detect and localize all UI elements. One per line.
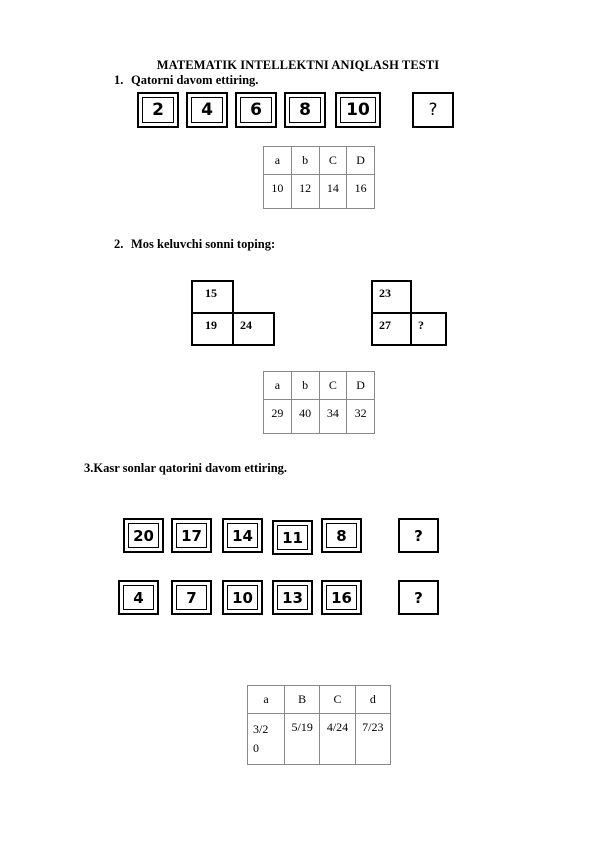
options-value-row [264, 175, 375, 209]
unknown-mark: ? [414, 588, 423, 607]
sequence-value: 4 [133, 588, 144, 607]
options-value-row [248, 714, 391, 765]
option-label: D [347, 372, 375, 400]
sequence-value: 4 [201, 100, 213, 120]
sequence-box [171, 580, 212, 615]
option-value: 29 [264, 400, 292, 434]
option-value: 10 [264, 175, 292, 209]
l-figure-left-top [191, 280, 234, 314]
sequence-box [235, 92, 277, 128]
l-figure-right-bottom-left [371, 312, 412, 346]
sequence-box [186, 92, 228, 128]
sequence-value: 8 [299, 100, 311, 120]
sequence-box [222, 580, 263, 615]
sequence-value: 16 [331, 588, 352, 607]
sequence-box [118, 580, 159, 615]
sequence-value: 17 [181, 526, 202, 545]
sequence-box [272, 580, 313, 615]
option-value: 40 [291, 400, 319, 434]
l-figure-right-top [371, 280, 412, 314]
question-2-text: Mos keluvchi sonni toping: [131, 237, 276, 251]
option-label: C [319, 372, 347, 400]
sequence-value: 20 [133, 526, 154, 545]
sequence-value: 8 [336, 526, 347, 545]
options-header-row [248, 686, 391, 714]
question-1-number: 1. [114, 73, 124, 87]
unknown-box [398, 580, 439, 615]
option-value: 34 [319, 400, 347, 434]
option-value: 12 [291, 175, 319, 209]
option-label: C [320, 686, 355, 714]
unknown-mark: ? [414, 526, 423, 545]
option-value: 4/24 [320, 714, 355, 765]
l-figure-left-bottom-right [232, 312, 275, 346]
option-label: C [319, 147, 347, 175]
test-title: MATEMATIK INTELLEKTNI ANIQLASH TESTI [156, 58, 440, 72]
sequence-value: 6 [250, 100, 262, 120]
option-label: a [248, 686, 285, 714]
sequence-value: 13 [282, 588, 303, 607]
option-value: 5/19 [285, 714, 320, 765]
cell-value: 23 [379, 286, 391, 300]
option-value: 3/2 0 [248, 714, 285, 765]
sequence-value: 7 [186, 588, 197, 607]
sequence-value: 10 [232, 588, 253, 607]
option-label: b [291, 147, 319, 175]
sequence-value: 11 [282, 528, 303, 547]
sequence-box [137, 92, 179, 128]
options-table-q1 [263, 146, 375, 209]
sequence-box [335, 92, 381, 128]
question-2-number: 2. [114, 237, 124, 251]
unknown-box [398, 518, 439, 553]
option-value: 16 [347, 175, 375, 209]
sequence-value: 2 [152, 100, 164, 120]
sequence-box [171, 518, 212, 553]
question-1 [114, 73, 258, 88]
option-label: D [347, 147, 375, 175]
l-figure-right-bottom-right [410, 312, 447, 346]
sequence-box [321, 518, 362, 553]
l-figure-left-bottom-left [191, 312, 234, 346]
cell-value: ? [418, 318, 424, 332]
cell-value: 27 [379, 318, 391, 332]
option-value: 32 [347, 400, 375, 434]
unknown-mark: ? [428, 100, 438, 120]
cell-value: 24 [240, 318, 252, 332]
sequence-box [272, 520, 313, 555]
sequence-box [321, 580, 362, 615]
sequence-box [222, 518, 263, 553]
option-label: d [355, 686, 390, 714]
option-value: 7/23 [355, 714, 390, 765]
sequence-value: 10 [346, 100, 370, 120]
options-header-row [264, 372, 375, 400]
option-label: B [285, 686, 320, 714]
sequence-box [123, 518, 164, 553]
options-header-row [264, 147, 375, 175]
question-3-text: 3.Kasr sonlar qatorini davom ettiring. [84, 461, 288, 475]
question-1-text: Qatorni davom ettiring. [131, 73, 259, 87]
option-value: 14 [319, 175, 347, 209]
option-label: a [264, 147, 292, 175]
option-label: b [291, 372, 319, 400]
unknown-box [412, 92, 454, 128]
options-value-row [264, 400, 375, 434]
options-table-q3 [247, 685, 391, 765]
sequence-box [284, 92, 326, 128]
options-table-q2 [263, 371, 375, 434]
cell-value: 19 [205, 318, 217, 332]
question-2 [114, 237, 275, 252]
cell-value: 15 [205, 286, 217, 300]
option-label: a [264, 372, 292, 400]
sequence-value: 14 [232, 526, 253, 545]
